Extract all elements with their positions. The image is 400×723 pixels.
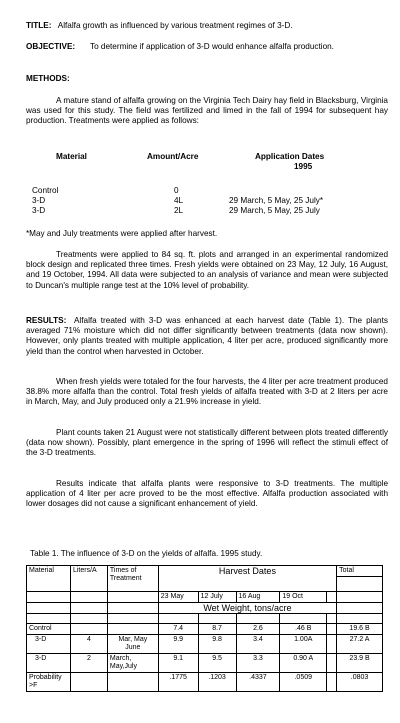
material-row-2-name: 3-D [32, 196, 46, 205]
table-units-row [27, 602, 383, 613]
results-label: RESULTS: [26, 316, 67, 325]
table-header-row [27, 566, 383, 577]
row-2-material: 3-D [27, 634, 71, 653]
objective-text: To determine if application of 3-D would enhance alfalfa production. [90, 42, 334, 51]
title-label: TITLE: [26, 21, 52, 30]
methods-paragraph: A mature stand of alfalfa growing on the Virginia Tech Dairy hay field in Blacksburg, Virginia was used for this study. The field was fertilized and limed in the fall of 1994 for subsequent hay production. Treatments were applied as follows: [26, 96, 388, 126]
objective-label: OBJECTIVE: [26, 42, 76, 51]
col-material-header: Material [27, 566, 71, 592]
dates-header: Application Dates [255, 152, 325, 161]
material-row-2-amount: 4L [174, 196, 184, 205]
material-row-3-name: 3-D [32, 206, 46, 215]
table-row: 3-D 4 Mar, May June 9.9 9.8 3.4 1.00A 27.2 A [27, 634, 383, 653]
material-table [26, 152, 388, 222]
table-dates-row [27, 591, 383, 602]
material-row-3-amount: 2L [174, 206, 184, 215]
material-row-3-dates: 29 March, 5 May, 25 July [229, 206, 320, 215]
date-col-3: 16 Aug [236, 591, 280, 602]
year-header: 1995 [294, 162, 313, 171]
table-gap-row [27, 613, 383, 623]
material-row-2-dates: 29 March, 5 May, 25 July* [229, 196, 324, 205]
title-line [26, 21, 388, 31]
amount-header: Amount/Acre [147, 152, 199, 161]
table-row: Probability >F .1775 .1203 .4337 .0509 .0803 [27, 672, 383, 691]
fresh-yields-paragraph: When fresh yields were totaled for the four harvests, the 4 liter per acre treatment produced 38.8% more alfalfa than the control. Total fresh yields of alfalfa treated with 3-D at 2 liters per acre in March, May, and July produced only a 21.9% increase in yield. [26, 377, 388, 407]
title-text: Alfalfa growth as influenced by various treatment regimes of 3-D. [57, 21, 293, 30]
table-row: Control 7.4 8.7 2.6 .46 B 19.6 B [27, 623, 383, 634]
col-total-header: Total [337, 566, 383, 577]
date-col-4: 19 Oct [280, 591, 327, 602]
table-caption: Table 1. The influence of 3-D on the yields of alfalfa. 1995 study. [30, 549, 263, 558]
footnote: *May and July treatments were applied after harvest. [26, 229, 218, 238]
table-row: 3-D 2 March, May,July 9.1 9.5 3.3 0.90 A 23.9 B [27, 653, 383, 672]
conclusion-paragraph: Results indicate that alfalfa plants were responsive to 3-D treatments. The multiple application of 4 liter per acre proved to be the most effective. Alfalfa production associated with lower dosages did not cause a significant enhancement of yield. [26, 479, 388, 509]
results-table [26, 565, 383, 692]
col-liters-header: Liters/A [70, 566, 107, 592]
col-harvest-header: Harvest Dates [158, 566, 336, 577]
date-col-1: 23 May [158, 591, 198, 602]
material-header: Material [56, 152, 87, 161]
row-3-material: 3-D [27, 653, 71, 672]
material-row-1-amount: 0 [174, 186, 179, 195]
plant-counts-paragraph: Plant counts taken 21 August were not statistically different between plots treated differently (data now shown). Possibly, plant emergence in the spring of 1996 will reflect the stimuli effect of the 3-D treatments. [26, 428, 388, 458]
methods-heading: METHODS: [26, 74, 70, 83]
row-1-material: Control [27, 623, 71, 634]
results-text: Alfalfa treated with 3-D was enhanced at each harvest date (Table 1). The plants averaged 71% moisture which did not differ significantly between treatments (data now shown). However, only plants treated with multiple application, 4 liter per acre, produced significantly more yield than the control when harvested in October. [26, 316, 388, 356]
col-times-header: Times of Treatment [107, 566, 158, 592]
units-label: Wet Weight, tons/acre [158, 602, 336, 613]
treatments-paragraph: Treatments were applied to 84 sq. ft. plots and arranged in an experimental randomized block design and replicated three times. Fresh yields were obtained on 23 May, 12 July, 16 August, and 19 October, 1994. All data were subjected to an analysis of variance and mean were subjected to Duncan's multiple range test at the 10% level of probability. [26, 250, 388, 290]
date-col-2: 12 July [198, 591, 236, 602]
row-4-material: Probability >F [27, 672, 71, 691]
results-paragraph [26, 316, 388, 357]
material-row-1-name: Control [32, 186, 59, 195]
